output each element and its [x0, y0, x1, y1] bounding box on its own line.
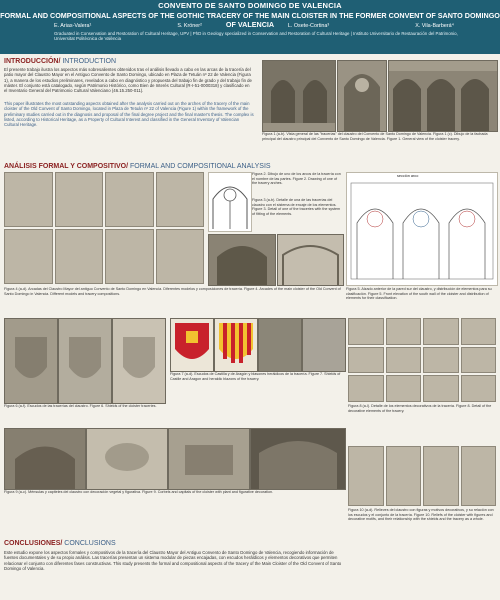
fig4-photo-7	[105, 229, 154, 284]
header-convent-title: CONVENTO DE SANTO DOMINGO DE VALENCIA	[158, 1, 342, 10]
header-paper-title: FORMAL AND COMPOSITIONAL ASPECTS OF THE GOTHIC TRACERY OF THE MAIN CLOISTER IN THE FORMER CONVENT OF SANTO DOMINGO OF VALENCIA	[0, 11, 500, 29]
fig5-caption: Figura 5. Alzado anterior de la pared sur del claustro, y distribución de elementos para su clasificación. Figure 5. Front elevation of the south wall of the cloister and distribution of elements for their classification.	[346, 287, 492, 301]
fig6b-photo	[58, 318, 112, 404]
fig3a-photo	[208, 234, 276, 286]
fig8-photo-10	[386, 375, 422, 402]
analysis-heading-es: ANÁLISIS FORMAL Y COMPOSITIVO/	[4, 163, 129, 170]
fig2-caption: Figura 2. Dibujo de uno de los arcos de la tracería con el nombre de las partes. Figure 2. Drawing of one of the tracery arches.	[252, 172, 341, 186]
fig8-photo-3	[423, 318, 459, 345]
conclusions-heading-es: CONCLUSIONES/	[4, 540, 63, 547]
conclusions-text: Este estudio expone los aspectos formales y compositivos de la tracería del Claustro Mayor del Antiguo Convento de Santo Domingo de Valencia, recogiendo información de fuentes documentales y de su propio análisis. Las tracerías presentan un sistema modular de piezas encajadas, con escudos heráldicos y elementos decorativos que permiten relacionar el conjunto con diferentes fases constructivas. This study presents the formal and compositional aspects of the tracery of the Main Cloister of the Old Convent of Santo Domingo of Valencia.	[4, 550, 342, 571]
fig9-caption: Figura 9 (a-c). Ménsulas y capiteles del claustro con decoración vegetal y figurativa. Figure 9. Corbels and capitals of the cloister with plant and figurative decoration.	[4, 490, 274, 494]
intro-heading-en: INTRODUCTION	[60, 58, 116, 65]
fig8-photo-6	[386, 347, 422, 374]
fig4-photo-3	[105, 172, 154, 227]
author-4: X. Vila-Barberá⁴	[415, 23, 454, 29]
header-banner	[0, 0, 500, 54]
intro-text-en: This paper illustrates the most outstanding aspects obtained after the analysis carried out on the arches of the tracery of the main cloister of the Old Convent of Santo Domingo, located in Plaza de Tetuán nº 22 of Valencia (Figure 1) within the framework of the preliminary studies carried out in the diagnosis and proposal of the final degree project and the final master's thesis. The complex is listed, according to Historical Heritage, as a Property of Cultural Interest and classified in the General Inventory of Valencian Cultural Heritage.	[4, 101, 254, 128]
intro-heading-es: INTRODUCCIÓN/	[4, 58, 61, 65]
fig3b-photo	[277, 234, 344, 286]
author-list	[54, 23, 454, 29]
fig4-caption: Figura 4 (a-d). Arcadas del Claustro Mayor del antiguo Convento de Santo Domingo en Valencia. Diferentes modelos y composiciones de tracería. Figure 4. Arcades of the main cloister of the Old Convent of Santo Domingo in Valencia. Different models and tracery compositions.	[4, 287, 341, 296]
fig8-photo-8	[461, 347, 497, 374]
fig6a-photo	[4, 318, 58, 404]
conclusions-heading-en: CONCLUSIONS	[62, 540, 116, 547]
fig6-caption: Figura 6 (a-f). Escudos de las tracerías del claustro. Figure 6. Shields of the cloister traceries.	[4, 404, 157, 408]
fig10-relief-grid	[348, 446, 496, 506]
author-3: L. Osete-Cortina³	[287, 23, 330, 29]
fig1c-photo	[388, 60, 498, 132]
fig8-photo-5	[348, 347, 384, 374]
fig7a-shield-castile-icon	[170, 318, 214, 372]
fig8-caption: Figura 8 (a-l). Detalle de los elementos decorativos de la tracería. Figure 8. Detail of the decorative elements of the tracery.	[348, 404, 492, 413]
author-1: E. Arias-Valera¹	[54, 23, 92, 29]
fig8-photo-9	[348, 375, 384, 402]
fig10-photo-4	[461, 446, 497, 506]
fig2-drawing	[208, 172, 252, 232]
fig8-photo-7	[423, 347, 459, 374]
fig4-photo-2	[55, 172, 104, 227]
fig4-photo-6	[55, 229, 104, 284]
fig10-photo-2	[386, 446, 422, 506]
fig4-photo-8	[156, 229, 205, 284]
fig9a-photo	[4, 428, 86, 490]
author-2: S. Kröner²	[177, 23, 202, 29]
fig8-photo-4	[461, 318, 497, 345]
fig4-tracery-grid	[4, 172, 204, 284]
fig8-detail-grid	[348, 318, 496, 402]
analysis-heading-en: FORMAL AND COMPOSITIONAL ANALYSIS	[128, 163, 271, 170]
fig8-photo-2	[386, 318, 422, 345]
fig10-photo-3	[423, 446, 459, 506]
fig3-caption: Figura 3 (a-b). Detalle de una de las tracerías del claustro con el sistema de encaje de los elementos. Figure 3. Detail of one of the traceries with the system of fitting of the elements.	[252, 198, 341, 216]
fig7d-photo	[302, 318, 346, 372]
fig9c-photo	[168, 428, 250, 490]
intro-heading	[4, 58, 116, 65]
fig1b-photo	[337, 60, 387, 132]
fig8-photo-11	[423, 375, 459, 402]
fig9b-photo	[86, 428, 168, 490]
analysis-heading	[4, 163, 271, 170]
conclusions-heading	[4, 540, 116, 547]
section-label: sección arco	[397, 174, 419, 178]
fig6c-photo	[112, 318, 166, 404]
fig7c-photo	[258, 318, 302, 372]
fig4-photo-5	[4, 229, 53, 284]
fig4-photo-1	[4, 172, 53, 227]
fig4-photo-4	[156, 172, 205, 227]
fig10-photo-1	[348, 446, 384, 506]
fig7-caption: Figura 7 (a-d). Escudos de Castilla y de Aragón y blasones heráldicos de la tracería. Figure 7. Shields of Castile and Aragon and heraldic blazons of the tracery.	[170, 372, 341, 381]
fig10-caption: Figura 10 (a-d). Relieves del claustro con figuras y motivos decorativos, y su relación con los escudos y el conjunto de la tracería. Figure 10. Reliefs of the cloister with figures and decorative motifs, and their relationship with the shields and the tracery as a whole.	[348, 508, 494, 522]
fig8-photo-12	[461, 375, 497, 402]
fig9d-photo	[250, 428, 346, 490]
fig1-caption: Figura 1 (a-b). Vista general de las "tracerías" del claustro del Convento de Santo Domingo de Valencia. Figura 1 (c). Dibujo de la fachada principal del claustro principal del Convento de Santo Domingo de Valencia. Figure 1. General view of the cloister tracery.	[262, 132, 488, 141]
fig7b-shield-aragon-icon	[214, 318, 258, 372]
fig5-elevation	[346, 172, 498, 286]
fig8-photo-1	[348, 318, 384, 345]
intro-text-es: El presente trabajo ilustra los aspectos más sobresalientes obtenidos tras el análisis llevado a cabo en las arcas de la tracería del patio mayor del Claustro Mayor en el Antiguo Convento de Santo Domingo, ubicado en Plaza de Tetuán nº 22 de Valencia (Figura 1), a manera de los estudios preliminares, revelados a cabo en diagnóstico y propuesta del trabajo fin de grado y del trabajo fin de máster. El conjunto está catalogado, según Patrimonio Histórico, como Bien de Interés Cultural (R-I-51-0000318) y clasificado en el Inventario General del Patrimonio Cultural Valenciano (46.15.250-011).	[4, 67, 252, 94]
fig1a-photo	[262, 60, 336, 132]
affiliation: Graduated in Conservation and Restoration of Cultural Heritage, UPV | PhD in Geology specialized in Conservation and Restoration of Cultural Heritage | Instituto Universitario de Restauración del Patrimonio, Universitat Politècnica de València	[54, 31, 458, 42]
